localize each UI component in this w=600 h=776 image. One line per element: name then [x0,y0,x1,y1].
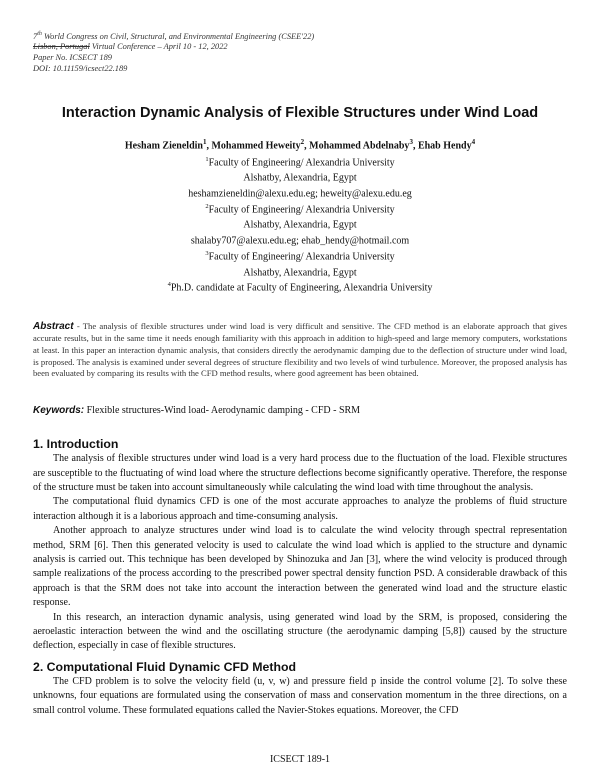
header-venue: Virtual Conference – April 10 - 12, 2022 [89,42,228,52]
affiliation-line [33,169,567,185]
author: Ehab Hendy [417,140,472,152]
paragraph: The computational fluid dynamics CFD is one of the most accurate approaches to analyze the problems of fluid structure interaction although it is a laborious approach and time-consuming analysis. [33,496,567,522]
author: Mohammed Abdelnaby [309,140,410,152]
affiliation-line [33,248,567,264]
author: Hesham Zieneldin [124,140,203,152]
section-heading-cfd: 2. Computational Fluid Dynamic CFD Method [33,659,297,674]
paragraph: The analysis of flexible structures under wind load is a very hard process due to the fluctuation of the load. Flexible structures are susceptible to the fluctuating of wind load where the structure deflections become significantly operative. Therefore, the response of the structure must be taken into account simultaneously while calculating the wind load with time throughout the analysis. [33,453,567,493]
paragraph: The CFD problem is to solve the velocity field (u, v, w) and pressure field p inside the control volume [2]. To solve these unknowns, four equations are formulated using the conservation of mass and conservation momentum in the three directions, on a small control volume. These formulated equations called the Navier-Stokes equations. Moreover, the CFD [33,675,567,716]
author-affiliation-number: 3 [409,138,413,147]
author-affiliation-number: 2 [300,138,305,147]
affiliation-line [33,232,567,248]
conference-header [33,29,567,74]
author-list: Hesham Zieneldin$^1$, Mohammed Heweity$^2$, Mohammed Abdelnaby$^3$, Ehab Hendy$^4$ [124,138,476,152]
header-edition: 7 [33,31,38,41]
header-paper-no: Paper No. ICSECT 189 [33,52,112,62]
author-affiliation-number: 4 [471,138,476,147]
affiliation-number: 2 [205,202,209,210]
keywords [33,404,567,417]
header-sup: th [37,31,42,37]
affiliation-text: Ph.D. candidate at Faculty of Engineering, Alexandria University [170,282,433,294]
author-affiliation-number: 1 [202,138,207,147]
affiliation-line [33,216,567,232]
affiliation-line [33,201,567,217]
header-doi: DOI: 10.11159/icsect22.189 [33,63,128,73]
introduction-body [33,452,567,654]
header-struck-location: Lisbon, Portugal [33,42,90,52]
affiliation-number: 1 [205,155,209,163]
header-conference: World Congress on Civil, Structural, and Environmental Engineering (CSEE'22) [41,31,315,41]
paragraph: In this research, an interaction dynamic analysis, using generated wind load by the SRM, is proposed, considering the aeroelastic interaction between the wind and the oscillating structure (the aerodynamic damping [5,8]) caused by the structure deflection, especially in case of flexible structures. [33,611,567,652]
header-line-1 [33,29,567,42]
affiliation-line [33,154,567,170]
affiliation-line [33,279,567,295]
paragraph: Another approach to analyze structures under wind load is to calculate the wind velocity through spectral representation method, SRM [6]. Then this generated velocity is used to calculate the wind load which is applied to the structure and dynamic analysis is carried out. This technique has been developed by Shinozuka and Jan [3], where the wind velocity is produced through sample realizations of the process according to the prescribed power spectral density function PSD. A considerable drawback of this approach is that the SRM does not take into account the interaction between the generated wind load and the structure elastic response. [33,525,567,609]
page-footer: ICSECT 189-1 [269,754,331,765]
affiliation-text: Alshatby, Alexandria, Egypt [243,266,357,278]
affiliation-line [33,264,567,280]
affiliation-number: 3 [205,249,209,257]
affiliation-text: heshamzieneldin@alexu.edu.eg; heweity@alexu.edu.eg [188,188,412,200]
abstract [33,321,567,380]
keywords-text: Flexible structures-Wind load- Aerodynamic damping - CFD - SRM [84,405,361,417]
affiliation-number: 4 [167,281,171,289]
affiliation-text: Alshatby, Alexandria, Egypt [243,219,357,231]
affiliation-text: Faculty of Engineering/ Alexandria University [208,204,395,216]
section-heading-introduction: 1. Introduction [33,437,119,452]
affiliation-text: shalaby707@alexu.edu.eg; ehab_hendy@hotmail.com [190,235,410,247]
header-line-2 [33,42,567,53]
abstract-label: Abstract [33,321,74,333]
affiliation-text: Faculty of Engineering/ Alexandria University [208,251,395,263]
author: Mohammed Heweity [211,140,301,152]
abstract-text: - The analysis of flexible structures under wind load is very difficult and sensitive. The CFD method is an elaborate approach that gives accurate results, but in the same time it needs enough familiarity with this approach in addition to high-speed and large memory computers, workstations at least. In this paper an interaction dynamic analysis, that considers directly the aerodynamic damping due to the deflection of structure under wind load, is proposed. The analysis is examined under several degrees of structure flexibility and two levels of wind turbulence. Moreover, the proposed analysis has been evaluated by comparing its results with the CFD method results, where good agreement has been obtained. [33,321,567,379]
affiliation-text: Faculty of Engineering/ Alexandria University [208,156,395,168]
keywords-label: Keywords: [33,405,85,417]
affiliation-line [33,185,567,201]
affiliations [33,154,567,296]
paper-title: Interaction Dynamic Analysis of Flexible Structures under Wind Load [61,105,539,122]
cfd-body [33,675,567,718]
affiliation-text: Alshatby, Alexandria, Egypt [243,172,357,184]
